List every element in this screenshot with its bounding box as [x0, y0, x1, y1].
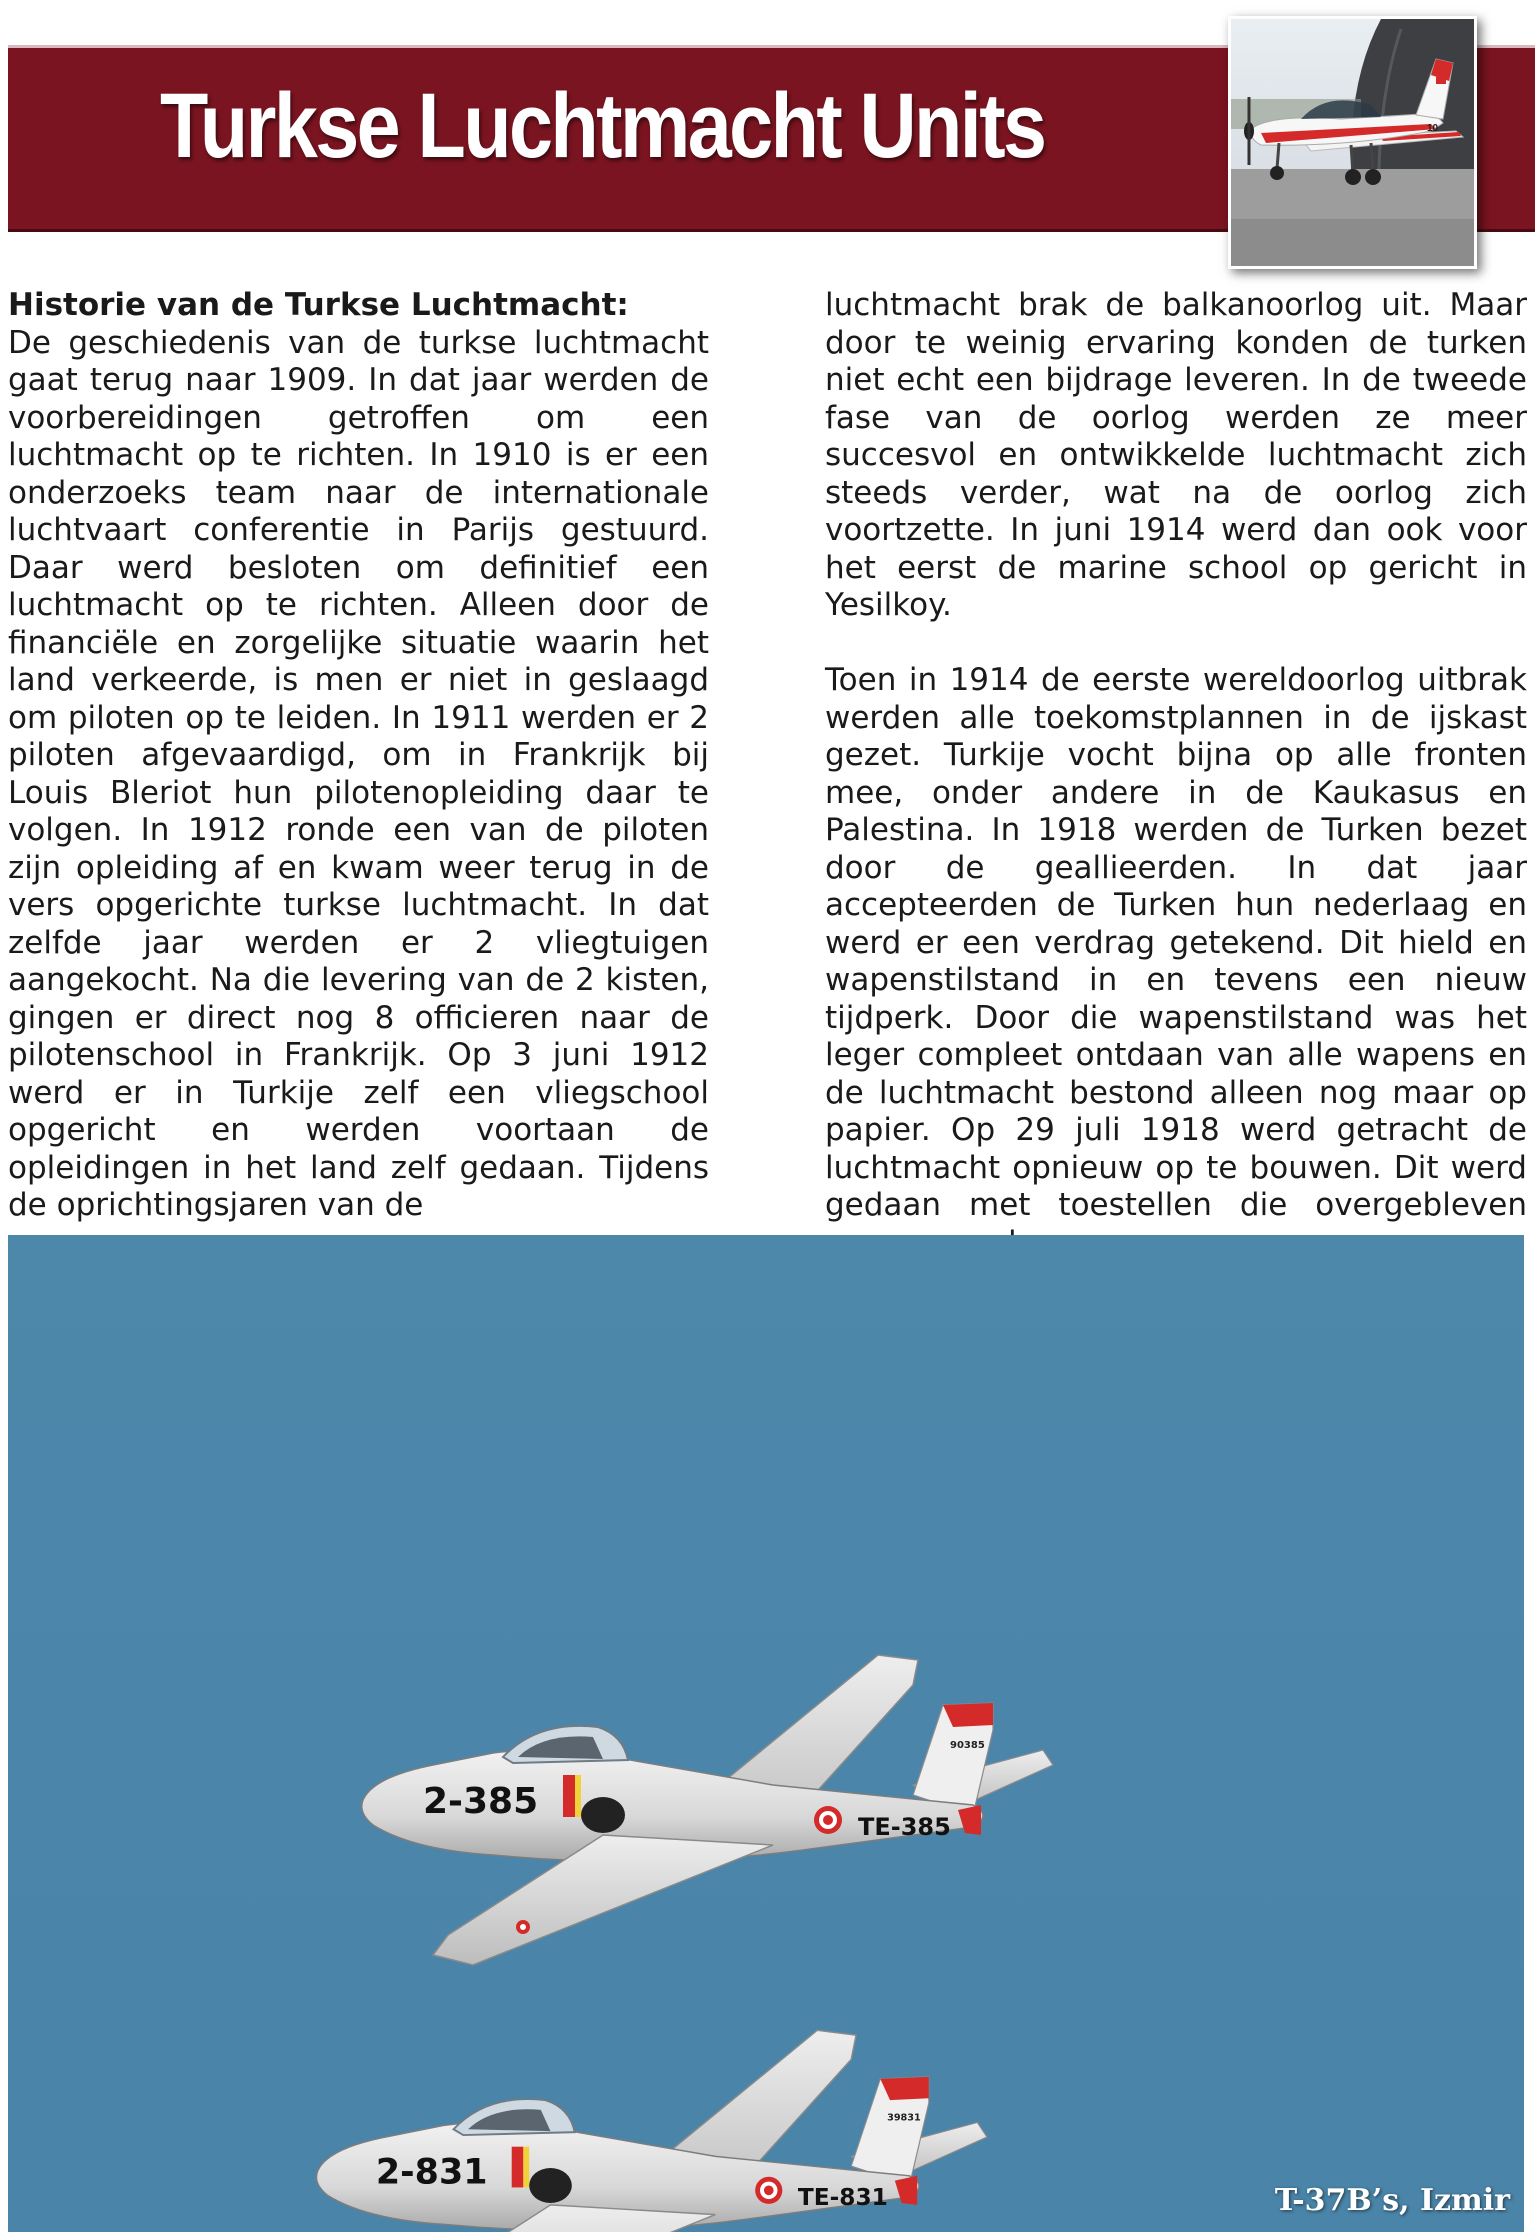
jet-2-nose-number: 2-831 — [375, 2152, 488, 2193]
article-right-paragraph-2: Toen in 1914 de eerste wereldoorlog uitbrak werden alle toekomstplannen in de ijskast gezet. Turkije vocht bijna op alle fronten mee, onder andere in de Kaukasus en Palestina. In 1918 werden de Turken bezet door de geallieerden. In dat jaar accepteerden de Turken hun nederlaag en werd er een verdrag getekend. Dit hield en wapenstilstand in en tevens een nieuw tijdperk. Door die wapenstilstand was het leger compleet ontdaan van alle wapens en de luchtmacht bestond alleen nog maar op papier. Op 29 juli 1918 werd getracht de luchtmacht opnieuw op te bouwen. Dit werd gedaan met toestellen die overgebleven — [825, 662, 1527, 1223]
t37-formation-illustration — [8, 1235, 1524, 2232]
article-heading: Historie van de Turkse Luchtmacht: — [8, 287, 629, 323]
jet-1-fin-serial: 90385 — [950, 1740, 985, 1751]
jet-2-tail-code: TE-831 — [797, 2183, 888, 2211]
turboprop-aircraft-illustration — [1231, 19, 1474, 266]
photo-caption: T-37B’s, Izmir — [1274, 2183, 1510, 2218]
main-photo — [8, 1235, 1524, 2232]
article-right-paragraph-1: luchtmacht brak de balkanoorlog uit. Maar door te weinig ervaring konden de turken niet echt een bijdrage leveren. In de tweede fase van de oorlog werden ze meer succesvol en ontwikkelde luchtmacht zich steeds verder, wat na de oorlog zich voortzette. In juni 1914 werd dan ook voor het eerst de marine school op gericht in Yesilkoy. — [825, 287, 1527, 623]
page-title: Turkse Luchtmacht Units — [160, 75, 1045, 177]
jet-1-tail-code: TE-385 — [858, 1813, 951, 1841]
article-column-right — [825, 287, 1527, 1262]
jet-2-fin-serial: 39831 — [887, 2112, 921, 2124]
article-left-body: De geschiedenis van de turkse luchtmacht gaat terug naar 1909. In dat jaar werden de voorbereidingen getroffen om een luchtmacht op te richten. In 1910 is er een onderzoeks team naar de internationale luchtvaart conferentie in Parijs gestuurd. Daar werd besloten om definitief een luchtmacht op te richten. Alleen door de financiële en zorgelijke situatie waarin het land verkeerde, is men er niet in geslaagd om piloten op te leiden. In 1911 werden er 2 piloten afgevaardigd, om in Frankrijk bij Louis Bleriot hun pilotenopleiding daar te volgen. In 1912 ronde een van de piloten zijn opleiding af en kwam weer terug in de vers opgerichte turkse luchtmacht. In dat zelfde jaar werden er 2 vliegtuigen aangekocht. Na die levering van de 2 kisten, gingen er direct nog 8 officieren naar de pilotenschool in Frankrijk. Op 3 juni 1912 werd er in Turkije zelf een vliegschool opgericht en werden voortaan de opleidingen in het land zelf gedaan. Tijdens de oprichtingsjaren van de — [8, 324, 709, 1223]
jet-1-nose-number: 2-385 — [423, 1781, 539, 1822]
header-thumbnail-photo — [1228, 16, 1477, 269]
thumbnail-aircraft-code: 10 — [1427, 123, 1439, 134]
article-column-left — [8, 287, 709, 1225]
